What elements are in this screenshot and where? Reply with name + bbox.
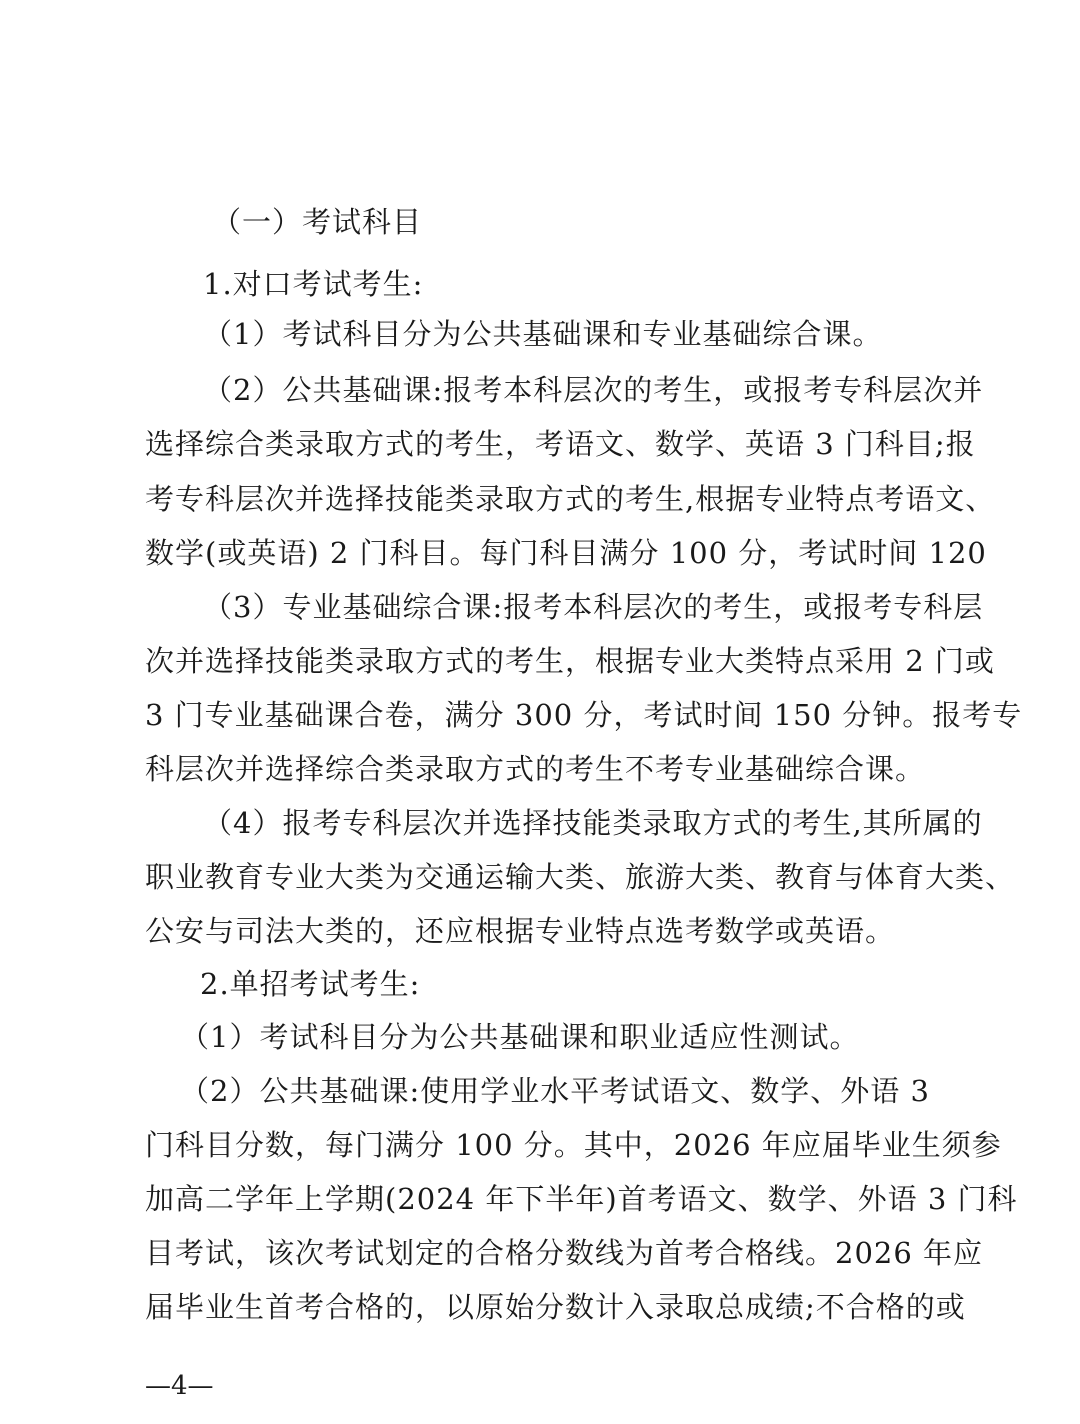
group1-heading: 1.对口考试考生: xyxy=(203,267,424,301)
paragraph-line: 公安与司法大类的，还应根据专业特点选考数学或英语。 xyxy=(145,914,896,948)
paragraph-line: 次并选择技能类录取方式的考生，根据专业大类特点采用 2 门或 xyxy=(145,644,995,678)
paragraph-line: 3 门专业基础课合卷，满分 300 分，考试时间 150 分钟。报考专 xyxy=(145,698,1023,732)
paragraph-line: （4）报考专科层次并选择技能类录取方式的考生,其所属的 xyxy=(203,806,983,840)
page-number: —4— xyxy=(145,1371,214,1401)
paragraph-line: 门科目分数，每门满分 100 分。其中，2026 年应届毕业生须参 xyxy=(145,1128,1002,1162)
group2-heading: 2.单招考试考生: xyxy=(200,967,421,1001)
paragraph-line: 加高二学年上学期(2024 年下半年)首考语文、数学、外语 3 门科 xyxy=(145,1182,1018,1216)
paragraph-line: 选择综合类录取方式的考生，考语文、数学、英语 3 门科目;报 xyxy=(145,427,976,461)
paragraph-line: （1）考试科目分为公共基础课和职业适应性测试。 xyxy=(180,1020,860,1054)
paragraph-line: 届毕业生首考合格的，以原始分数计入录取总成绩;不合格的或 xyxy=(145,1290,966,1324)
paragraph-line: （2）公共基础课:使用学业水平考试语文、数学、外语 3 xyxy=(180,1074,930,1108)
paragraph-line: （3）专业基础综合课:报考本科层次的考生，或报考专科层 xyxy=(203,590,984,624)
paragraph-line: （1）考试科目分为公共基础课和专业基础综合课。 xyxy=(203,317,883,351)
paragraph-line: （2）公共基础课:报考本科层次的考生，或报考专科层次并 xyxy=(203,373,984,407)
paragraph-line: 职业教育专业大类为交通运输大类、旅游大类、教育与体育大类、 xyxy=(145,860,1016,894)
paragraph-line: 科层次并选择综合类录取方式的考生不考专业基础综合课。 xyxy=(145,752,926,786)
paragraph-line: 目考试，该次考试划定的合格分数线为首考合格线。2026 年应 xyxy=(145,1236,984,1270)
paragraph-line: 考专科层次并选择技能类录取方式的考生,根据专业特点考语文、 xyxy=(145,482,996,516)
section-heading: （一）考试科目 xyxy=(212,205,423,239)
paragraph-line: 数学(或英语) 2 门科目。每门科目满分 100 分，考试时间 120 xyxy=(145,536,987,570)
